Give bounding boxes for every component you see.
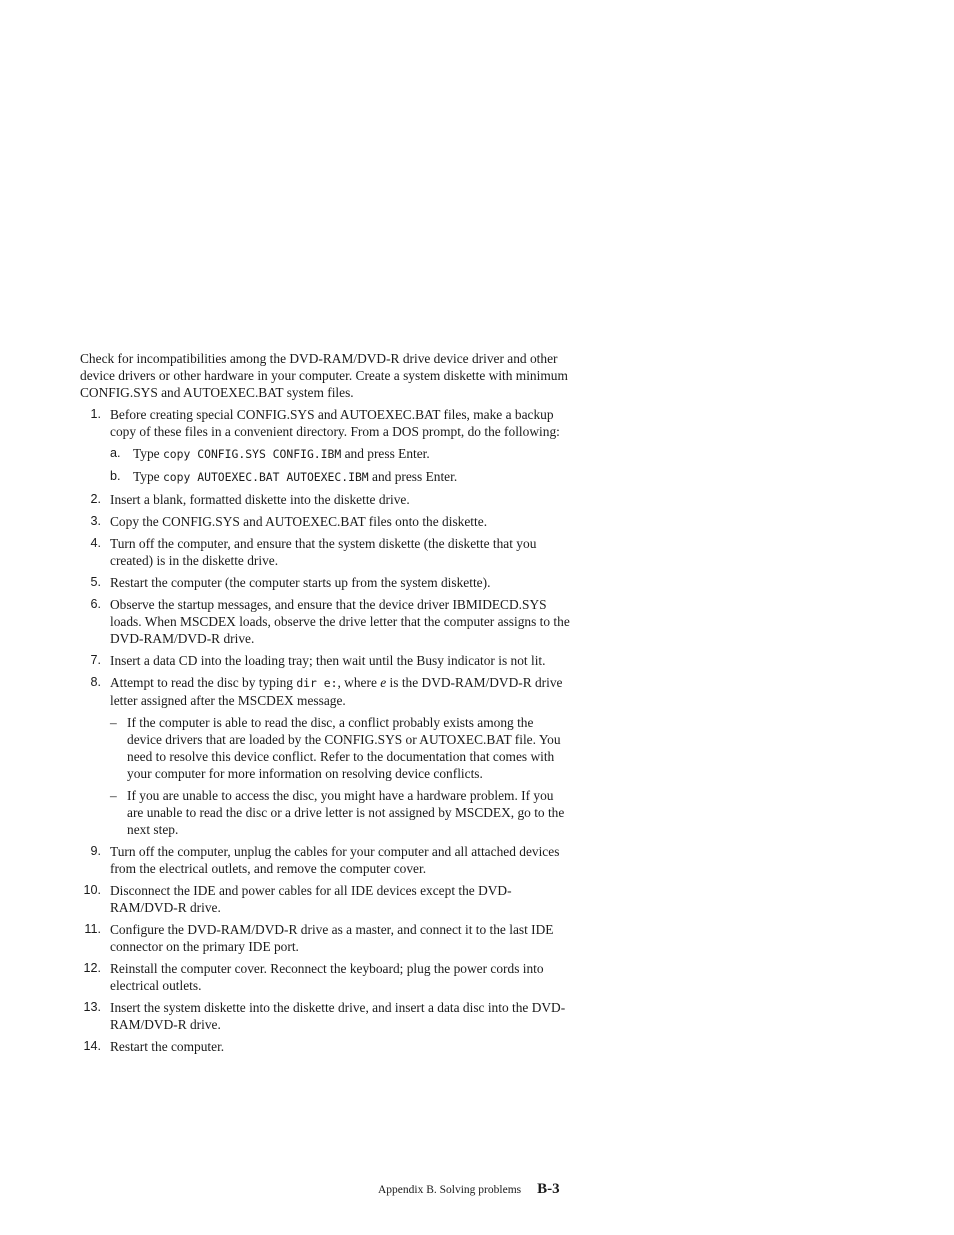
step-number: 5. [90, 575, 101, 589]
step-text: Disconnect the IDE and power cables for all IDE devices except the DVD-RAM/DVD-R drive. [110, 883, 512, 915]
substep-prefix: Type [133, 469, 163, 484]
step-number: 4. [90, 536, 101, 550]
steps-list [80, 406, 570, 1055]
dash-text: If you are unable to access the disc, you might have a hardware problem. If you are unable to read the disc or a drive letter is not assigned by MSCDEX, go to the next step. [127, 788, 565, 837]
step-text: Reinstall the computer cover. Reconnect the keyboard; plug the power cords into electrical outlets. [110, 961, 544, 993]
step-number: 3. [90, 514, 101, 528]
step-number: 13. [83, 1000, 101, 1014]
substep-a [110, 445, 570, 463]
dash-text: If the computer is able to read the disc, a conflict probably exists among the device drivers that are loaded by the CONFIG.SYS or AUTOXEC.BAT file. You need to resolve this device conflict. Refer to the documentation that comes with your computer for more information on resolving device conflicts. [127, 715, 561, 781]
command-code: dir e: [296, 676, 338, 690]
footer-section-title: Appendix B. Solving problems [378, 1184, 522, 1196]
step-text: Insert a blank, formatted diskette into the diskette drive. [110, 492, 410, 507]
step-4 [80, 535, 570, 569]
dash-mark: – [110, 788, 117, 803]
substep-prefix: Type [133, 446, 163, 461]
step-number: 12. [83, 961, 101, 975]
step-text: Turn off the computer, unplug the cables for your computer and all attached devices from the electrical outlets, and remove the computer cover. [110, 844, 560, 876]
step-number: 14. [83, 1039, 101, 1053]
substep-letter: b. [110, 469, 121, 483]
step-7 [80, 652, 570, 669]
step-5 [80, 574, 570, 591]
step-10 [80, 882, 570, 916]
step-3 [80, 513, 570, 530]
step-6 [80, 596, 570, 647]
step-number: 9. [90, 844, 101, 858]
substeps-list [110, 445, 570, 486]
step-text: Restart the computer. [110, 1039, 225, 1054]
step-number: 7. [90, 653, 101, 667]
page-content [80, 350, 570, 1060]
step-number: 10. [83, 883, 101, 897]
substep-suffix: and press Enter. [368, 469, 458, 484]
step-text: Restart the computer (the computer starts up from the system diskette). [110, 575, 491, 590]
intro-paragraph: Check for incompatibilities among the DVD-RAM/DVD-R drive device driver and other device drivers or other hardware in your computer. Create a system diskette with minimum CONFIG.SYS and AUTOEXEC.BAT system files. [80, 351, 568, 400]
step-text: Configure the DVD-RAM/DVD-R drive as a master, and connect it to the last IDE connector on the primary IDE port. [110, 922, 554, 954]
step-number: 8. [90, 675, 101, 689]
step-text-suffix: is the DVD-RAM/DVD-R drive letter assigned after the MSCDEX message. [110, 675, 563, 708]
step-8 [80, 674, 570, 838]
step-14 [80, 1038, 570, 1055]
command-code: copy CONFIG.SYS CONFIG.IBM [162, 447, 342, 461]
step-text: Observe the startup messages, and ensure that the device driver IBMIDECD.SYS loads. When MSCDEX loads, observe the drive letter that the computer assigns to the DVD-RAM/DVD-R drive. [110, 597, 570, 646]
step-number: 11. [84, 922, 101, 936]
step-1 [80, 406, 570, 486]
dash-list [110, 714, 570, 838]
step-12 [80, 960, 570, 994]
step-text: Before creating special CONFIG.SYS and AUTOEXEC.BAT files, make a backup copy of these files in a convenient directory. From a DOS prompt, do the following: [110, 407, 560, 439]
step-text: Turn off the computer, and ensure that the system diskette (the diskette that you created) is in the diskette drive. [110, 536, 537, 568]
step-text-prefix: Attempt to read the disc by typing [110, 675, 297, 690]
substep-b [110, 468, 570, 486]
substep-letter: a. [110, 446, 121, 460]
step-13 [80, 999, 570, 1033]
step-text: Copy the CONFIG.SYS and AUTOEXEC.BAT files onto the diskette. [110, 514, 488, 529]
step-text: Insert the system diskette into the diskette drive, and insert a data disc into the DVD-RAM/DVD-R drive. [110, 1000, 566, 1032]
dash-mark: – [110, 715, 117, 730]
step-number: 6. [90, 597, 101, 611]
step-text-mid: , where [337, 675, 381, 690]
step-11 [80, 921, 570, 955]
page-number: B-3 [537, 1181, 560, 1197]
step-2 [80, 491, 570, 508]
page-footer [378, 1181, 570, 1198]
substep-suffix: and press Enter. [341, 446, 430, 461]
command-code: copy AUTOEXEC.BAT AUTOEXEC.IBM [162, 470, 369, 484]
step-number: 2. [90, 492, 101, 506]
step-number: 1. [90, 407, 101, 421]
dash-item-1 [110, 714, 570, 782]
dash-item-2 [110, 787, 570, 838]
step-text: Insert a data CD into the loading tray; then wait until the Busy indicator is not lit. [110, 653, 546, 668]
step-9 [80, 843, 570, 877]
drive-variable: e [380, 675, 387, 690]
